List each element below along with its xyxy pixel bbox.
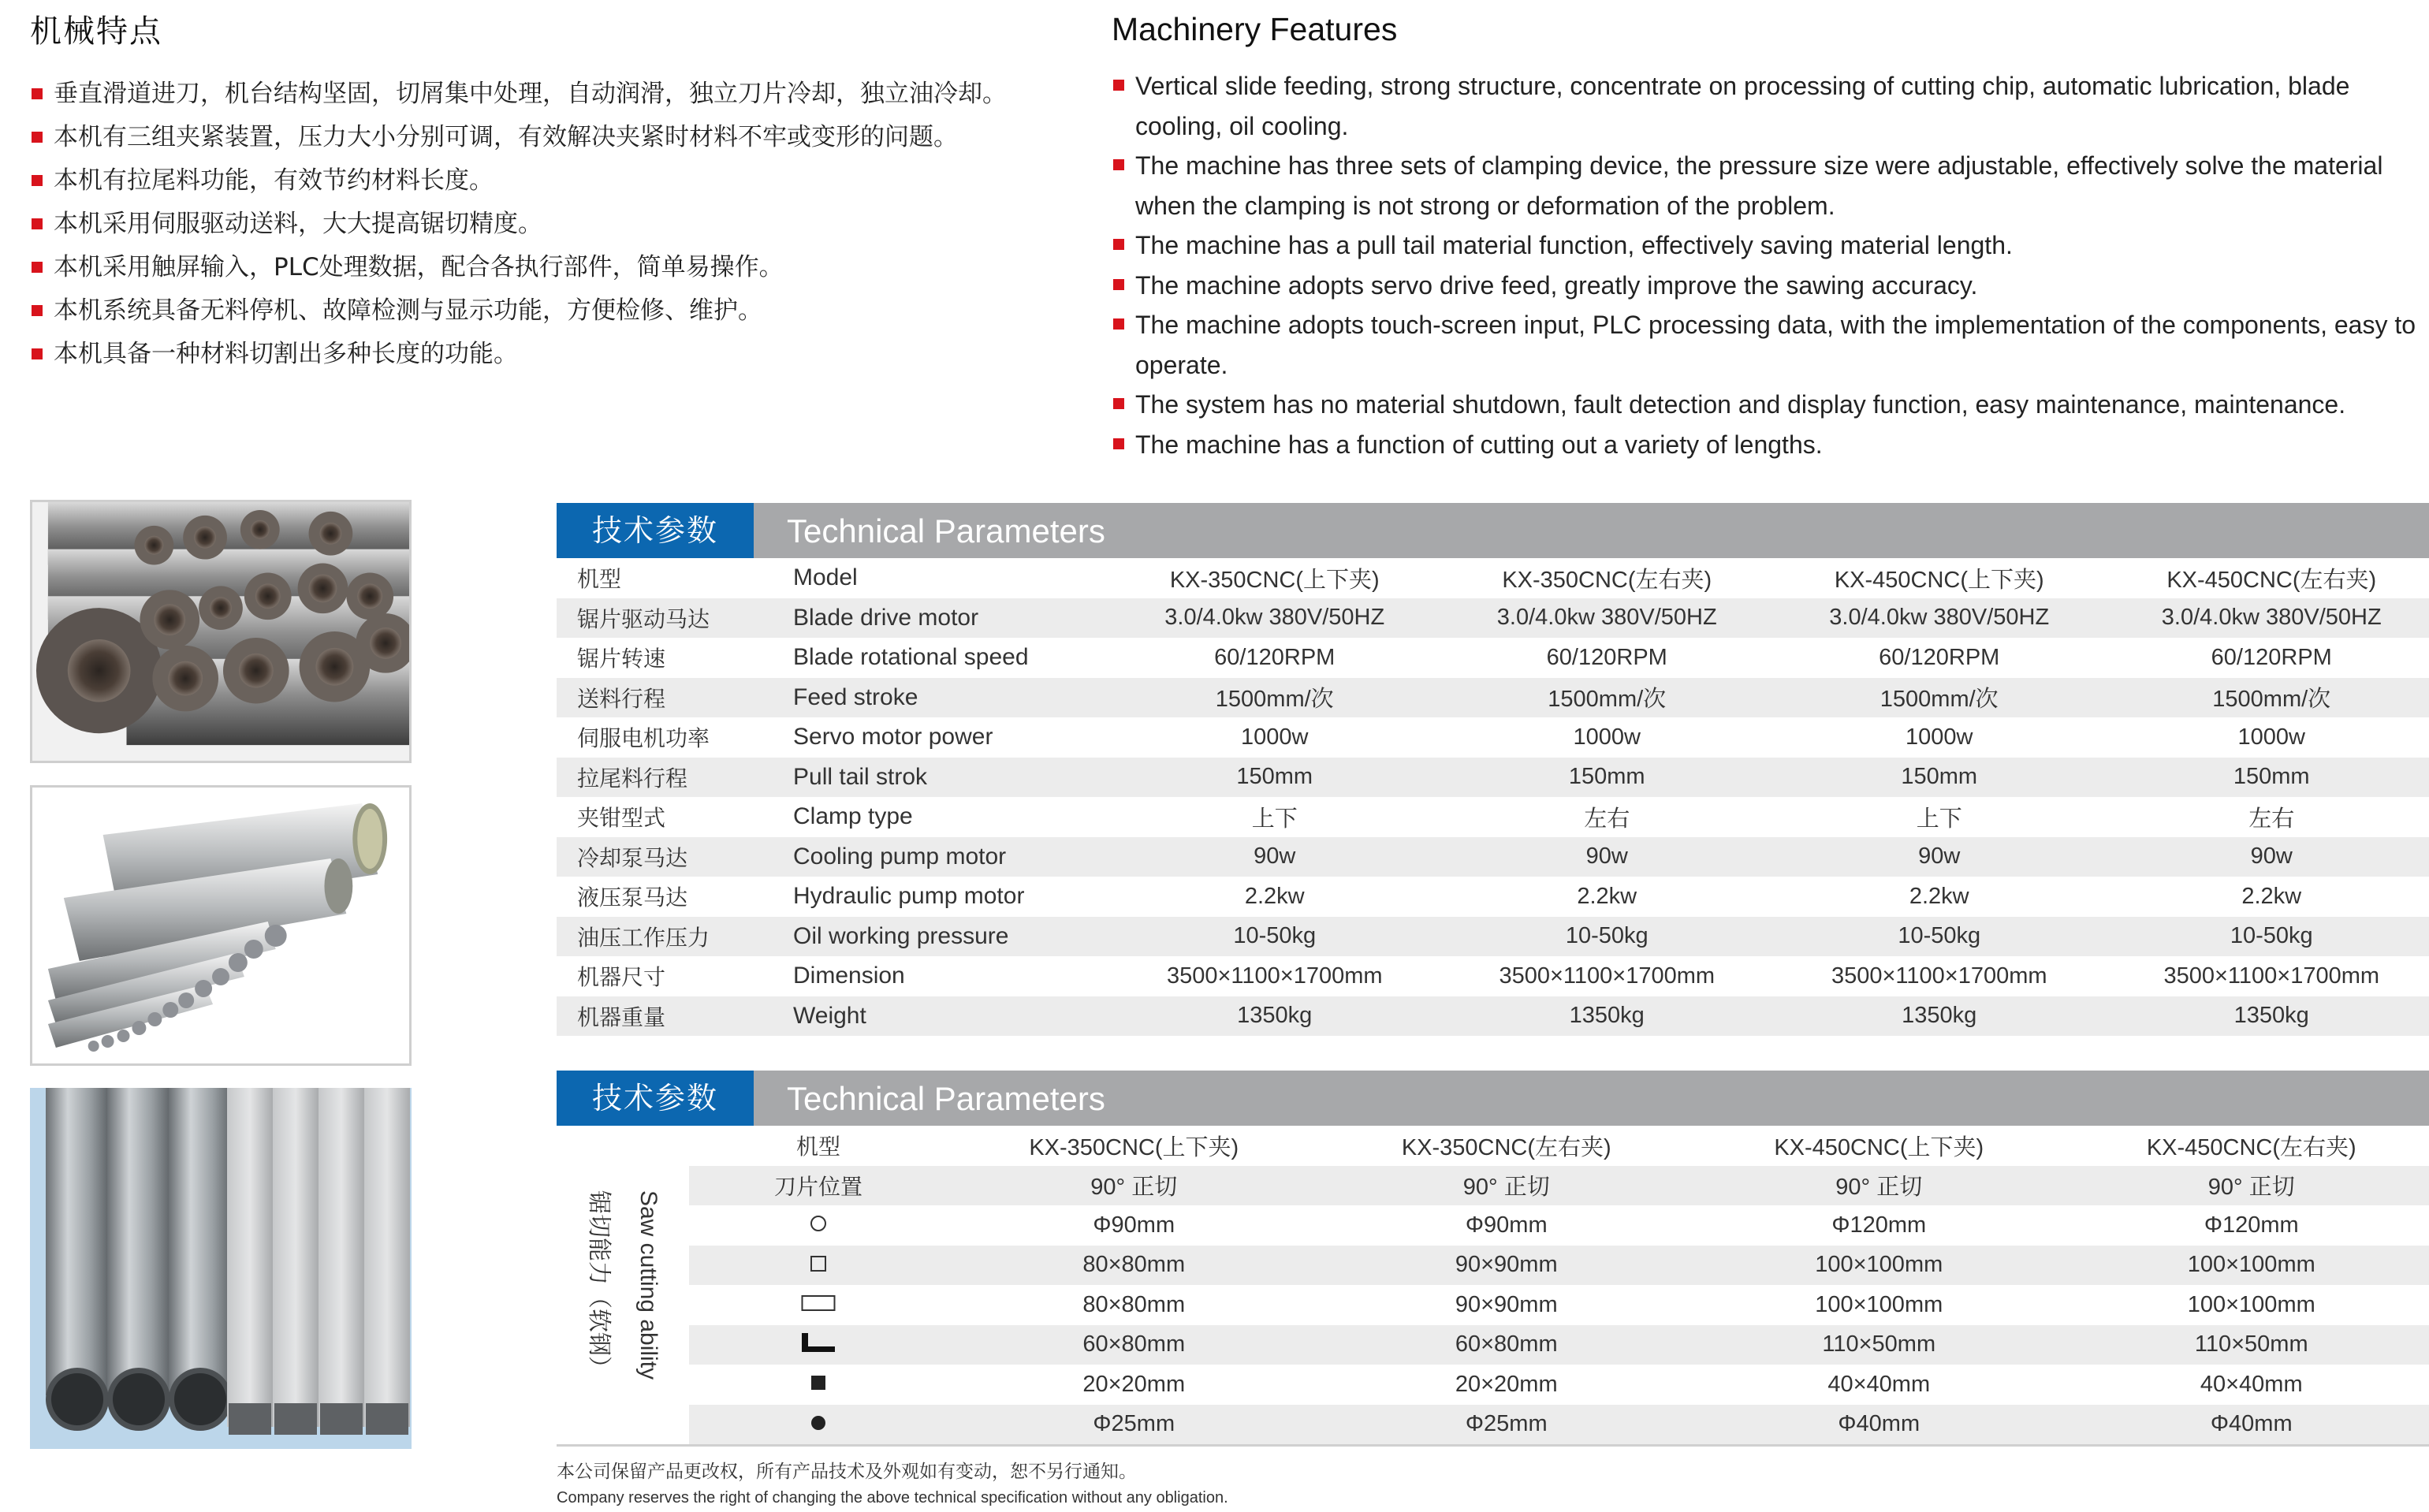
table-row [557,956,2429,996]
feature-item-en: Vertical slide feeding, strong structure, concentrate on processing of cutting chip, automatic lubrication, blade cooling, oil cooling. [1112,66,2420,146]
feature-item-cn: 本机有三组夹紧装置，压力大小分别可调，有效解决夹紧时材料不牢或变形的问题。 [30,116,1071,159]
red-square-bullet-icon [1113,279,1124,290]
param-value: 10-50kg [1441,917,1774,957]
table-row [557,638,2429,678]
table-2-header [557,1071,2429,1126]
param-value: 90w [1441,837,1774,877]
table-row [557,717,2429,758]
capacity-value: 100×100mm [1693,1246,2066,1286]
capacity-value: KX-450CNC(左右夹) [2146,1134,2356,1160]
param-name-en: Clamp type [793,803,913,830]
capacity-value: KX-350CNC(上下夹) [1029,1134,1239,1160]
param-value: 150mm [2106,758,2429,798]
param-name-cn: 机器重量 [557,996,793,1037]
param-value: 1350kg [1773,996,2106,1037]
red-square-bullet-icon [1113,438,1124,449]
param-name-en: Hydraulic pump motor [793,883,1025,910]
param-value: 150mm [1773,758,2106,798]
table-row [689,1365,2429,1405]
rectangle-outline-icon [801,1292,836,1318]
table-row [689,1166,2429,1206]
param-value: 60/120RPM [1879,644,2000,670]
capacity-value: 80×80mm [948,1246,1321,1286]
param-name-cn: 锯片驱动马达 [557,598,793,639]
features-title-cn: 机械特点 [30,13,162,50]
solid-round-icon [810,1412,827,1438]
param-value: 3500×1100×1700mm [1831,963,2047,989]
table-row [689,1205,2429,1246]
param-name-cn: 液压泵马达 [577,884,688,911]
param-value: 1350kg [2106,996,2429,1037]
table-row [557,996,2429,1037]
param-name-en: Pull tail strok [793,758,1108,798]
capacity-value: 90×90mm [1321,1246,1693,1286]
param-value: KX-350CNC(左右夹) [1502,567,1712,593]
red-square-bullet-icon [1113,80,1124,91]
red-square-bullet-icon [1113,398,1124,409]
param-name-en: Oil working pressure [793,917,1108,957]
param-name-cn: 机器尺寸 [577,964,666,991]
features-list-en [1112,66,2420,464]
side-label-en: Saw cutting ability [635,1190,661,1380]
solid-square-icon [810,1372,827,1398]
capacity-value: 90° 正切 [1321,1166,1693,1206]
features-title-en: Machinery Features [1112,11,1398,47]
feature-item-en: The machine has three sets of clamping device, the pressure size were adjustable, effectively solve the material when the clamping is not strong or deformation of the problem. [1112,146,2420,225]
capacity-value: 40×40mm [1827,1371,1931,1397]
table-1-header-cn: 技术参数 [557,503,754,558]
param-value: 60/120RPM [1214,644,1336,670]
param-name-cn: 锯片转速 [577,646,666,672]
param-value: 3500×1100×1700mm [2163,963,2380,989]
row-shape-cell [689,1285,948,1325]
technical-parameters-table-1 [557,503,2429,1036]
param-name-cn: 油压工作压力 [557,917,793,957]
capacity-value: Φ120mm [1831,1212,1927,1238]
table-row [557,797,2429,837]
capacity-value: Φ40mm [2066,1405,2429,1446]
param-value: 2.2kw [1577,883,1637,909]
red-square-bullet-icon [32,305,43,316]
param-value: 60/120RPM [1546,644,1667,670]
table-row [557,877,2429,917]
features-list-cn [30,73,1071,376]
table-row [689,1325,2429,1365]
param-name-cn: 机型 [577,566,622,593]
param-value: 3.0/4.0kw 380V/50HZ [1108,598,1441,639]
feature-item-en: The machine has a pull tail material function, effectively saving material length. [1112,225,2420,266]
param-value: 1000w [1241,724,1309,750]
red-square-bullet-icon [1113,239,1124,250]
row-label: 机型 [795,1134,840,1160]
photo-square-round-tubes [30,1088,412,1449]
param-name-cn: 送料行程 [557,678,793,718]
capacity-value: 100×100mm [2066,1246,2429,1286]
param-value: 1350kg [1108,996,1441,1037]
param-value: 1000w [1906,724,1973,750]
param-name-cn: 拉尾料行程 [557,758,793,798]
saw-cutting-ability-label [557,1126,689,1447]
param-value: 150mm [1441,758,1774,798]
feature-item-cn: 本机采用伺服驱动送料，大大提高锯切精度。 [30,203,1071,246]
capacity-value: 90×90mm [1455,1291,1558,1317]
capacity-value: 90° 正切 [2066,1166,2429,1206]
param-value: 90w [1108,837,1441,877]
capacity-value: Φ25mm [1321,1405,1693,1446]
param-value: 90w [2106,837,2429,877]
side-label-cn: 锯切能力（软钢） [585,1190,613,1380]
red-square-bullet-icon [32,88,43,99]
param-value: 10-50kg [1773,917,2106,957]
param-value: 1000w [1573,724,1641,750]
red-square-bullet-icon [32,262,43,273]
feature-item-en: The machine has a function of cutting out a variety of lengths. [1112,425,2420,465]
red-square-bullet-icon [32,218,43,229]
capacity-value: 60×80mm [1321,1325,1693,1365]
param-value: 2.2kw [2241,883,2302,909]
square-outline-icon [810,1253,827,1279]
feature-item-cn: 本机有拉尾料功能，有效节约材料长度。 [30,159,1071,203]
table-row [689,1246,2429,1286]
capacity-value: 20×20mm [1455,1371,1558,1397]
capacity-value: 110×50mm [1693,1325,2066,1365]
capacity-value: 90° 正切 [1693,1166,2066,1206]
param-value: 左右 [2248,806,2295,832]
row-label: 刀片位置 [689,1166,948,1206]
param-value: 10-50kg [1108,917,1441,957]
param-value: 1500mm/次 [1108,678,1441,718]
param-name-en: Weight [793,996,1108,1037]
row-shape-cell [689,1246,948,1286]
table-2-header-en: Technical Parameters [787,1080,1105,1117]
capacity-value: 80×80mm [1082,1291,1186,1317]
red-square-bullet-icon [1113,318,1124,330]
param-value: 1500mm/次 [1441,678,1774,718]
feature-item-en: The machine adopts touch-screen input, PLC processing data, with the implementation of the components, easy to operate. [1112,305,2420,385]
table-row [557,598,2429,639]
feature-item-cn: 垂直滑道进刀，机台结构坚固，切屑集中处理，自动润滑，独立刀片冷却，独立油冷却。 [30,73,1071,116]
param-value: 3500×1100×1700mm [1166,963,1383,989]
red-square-bullet-icon [32,132,43,143]
param-value: 150mm [1108,758,1441,798]
capacity-value: KX-450CNC(上下夹) [1774,1134,1984,1160]
param-name-en: Cooling pump motor [793,837,1108,877]
capacity-value: KX-350CNC(左右夹) [1401,1134,1611,1160]
notice-cn: 本公司保留产品更改权，所有产品技术及外观如有变动，恕不另行通知。 [557,1462,1137,1482]
param-value: 3.0/4.0kw 380V/50HZ [2106,598,2429,639]
row-shape-cell [689,1325,948,1365]
table-row [689,1126,2429,1166]
table-row [557,558,2429,598]
table-row [557,917,2429,957]
table-1-header [557,503,2429,558]
param-value: KX-350CNC(上下夹) [1169,567,1380,593]
param-value: 1000w [2237,724,2305,750]
red-square-bullet-icon [32,175,43,186]
param-value: 上下 [1251,806,1298,832]
param-value: 左右 [1584,806,1630,832]
param-name-cn: 夹钳型式 [577,805,666,832]
param-value: 1500mm/次 [1773,678,2106,718]
table-row [557,837,2429,877]
feature-item-cn: 本机系统具备无料停机、故障检测与显示功能，方便检修、维护。 [30,289,1071,333]
capacity-value: 100×100mm [1815,1291,1943,1317]
table-row [557,678,2429,718]
parameters-grid [557,558,2429,1036]
feature-item-cn: 本机采用触屏输入，PLC处理数据，配合各执行部件，简单易操作。 [30,246,1071,289]
param-value: 1500mm/次 [2106,678,2429,718]
table-2-header-cn: 技术参数 [557,1071,754,1126]
param-name-en: Servo motor power [793,724,993,750]
table-1-header-en: Technical Parameters [787,512,1105,549]
row-shape-cell [689,1205,948,1246]
table-row [689,1405,2429,1446]
capacity-value: Φ90mm [1093,1212,1175,1238]
feature-item-en: The machine adopts servo drive feed, greatly improve the sawing accuracy. [1112,266,2420,306]
row-shape-cell [689,1365,948,1405]
capacity-value: 20×20mm [1082,1371,1186,1397]
feature-item-en: The system has no material shutdown, fault detection and display function, easy maintenance, maintenance. [1112,385,2420,425]
param-name-en: Dimension [793,963,905,989]
capacity-value: 100×100mm [2187,1291,2315,1317]
table-row [557,758,2429,798]
capacity-value: Φ120mm [2204,1212,2299,1238]
photo-steel-pipes [30,500,412,763]
photo-aluminum-tubes [30,785,412,1066]
param-value: KX-450CNC(左右夹) [2166,567,2377,593]
param-name-en: Blade rotational speed [793,644,1029,671]
capacity-value: Φ25mm [948,1405,1321,1446]
capacity-value: 110×50mm [2066,1325,2429,1365]
param-value: KX-450CNC(上下夹) [1834,567,2044,593]
param-name-en: Model [793,564,858,591]
param-name-cn: 冷却泵马达 [557,837,793,877]
param-name-en: Blade drive motor [793,598,1108,639]
param-value: 2.2kw [1909,883,1969,909]
param-value: 10-50kg [2106,917,2429,957]
capacity-value: 90° 正切 [948,1166,1321,1206]
param-name-en: Feed stroke [793,678,1108,718]
capacity-value: Φ40mm [1693,1405,2066,1446]
param-value: 90w [1773,837,2106,877]
red-square-bullet-icon [1113,159,1124,170]
row-shape-cell [689,1405,948,1446]
notice-en: Company reserves the right of changing the above technical specification without any obligation. [557,1489,1228,1506]
table-row [689,1285,2429,1325]
technical-parameters-table-2 [557,1071,2429,1447]
param-value: 1350kg [1441,996,1774,1037]
param-value: 上下 [1916,806,1962,832]
capacity-value: Φ90mm [1465,1212,1548,1238]
red-square-bullet-icon [32,348,43,359]
param-value: 3.0/4.0kw 380V/50HZ [1773,598,2106,639]
cutting-capacity-grid [689,1126,2429,1447]
param-value: 60/120RPM [2211,644,2332,670]
angle-steel-icon [802,1332,835,1358]
capacity-value: 60×80mm [948,1325,1321,1365]
param-value: 2.2kw [1244,883,1305,909]
param-value: 3500×1100×1700mm [1499,963,1716,989]
capacity-value: 40×40mm [2200,1371,2303,1397]
feature-item-cn: 本机具备一种材料切割出多种长度的功能。 [30,333,1071,376]
round-outline-icon [810,1212,827,1238]
param-value: 3.0/4.0kw 380V/50HZ [1441,598,1774,639]
param-name-cn: 伺服电机功率 [577,725,710,752]
